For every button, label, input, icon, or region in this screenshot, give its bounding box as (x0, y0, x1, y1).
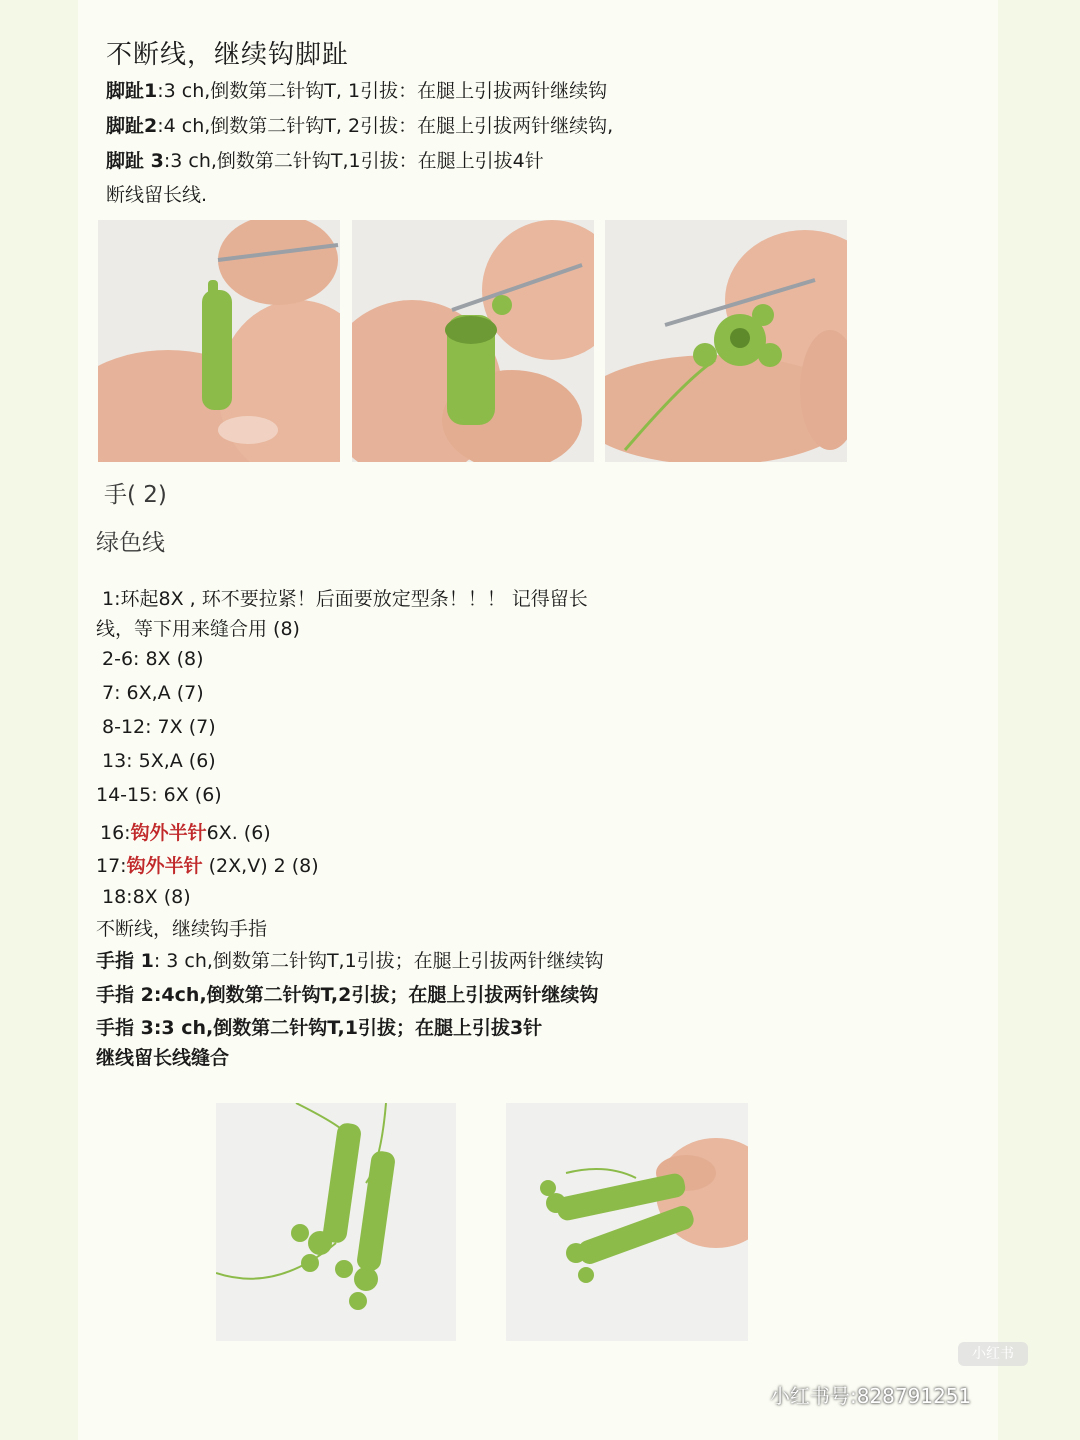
hand-continue: 不断线，继续钩手指 (96, 918, 268, 940)
toe-1-text: :3 ch,倒数第二针钩T, 1引拔：在腿上引拔两针继续钩 (157, 80, 608, 102)
hand-row-17 (96, 851, 319, 878)
toe-1-label: 脚趾1 (106, 80, 158, 102)
toe-2-label: 脚趾2 (106, 115, 158, 137)
hand-row-16-rest: 6X. (6) (206, 822, 271, 844)
hand-row-16-red: 钩外半针 (130, 822, 207, 844)
toe-3-label: 脚趾 3 (106, 150, 164, 172)
photo-hands-held (506, 1103, 748, 1341)
hand-row: 14-15: 6X (6) (96, 784, 222, 806)
finger-1-line (96, 946, 604, 973)
hands-title: 手( 2) (104, 482, 167, 508)
hand-row: 2-6: 8X (8) (102, 648, 204, 670)
finger-2-line: 手指 2:4ch,倒数第二针钩T,2引拔；在腿上引拔两针继续钩 (96, 984, 599, 1006)
toe-2-text: :4 ch,倒数第二针钩T, 2引拔：在腿上引拔两针继续钩, (157, 115, 614, 137)
photo-toe-step-3 (605, 220, 847, 462)
hand-row-16-num: 16: (100, 822, 131, 844)
hand-row: 13: 5X,A (6) (102, 750, 216, 772)
hand-row-17-red: 钩外半针 (126, 855, 203, 877)
hand-row: 8-12: 7X (7) (102, 716, 216, 738)
hand-row-17-rest: (2X,V) 2 (8) (202, 855, 319, 877)
finger-1-label: 手指 1 (96, 950, 154, 972)
hands-finish: 继线留长线缝合 (96, 1047, 230, 1069)
toe-3-text: :3 ch,倒数第二针钩T,1引拔：在腿上引拔4针 (163, 150, 544, 172)
xiaohongshu-id: 小红书号:828791251 (770, 1384, 972, 1408)
feet-finish: 断线留长线. (106, 184, 208, 206)
photo-toe-step-2 (352, 220, 594, 462)
finger-1-text: : 3 ch,倒数第二针钩T,1引拔；在腿上引拔两针继续钩 (153, 950, 604, 972)
hand-row-16 (100, 818, 271, 845)
feet-heading: 不断线，继续钩脚趾 (106, 40, 350, 70)
photo-hands-finished (216, 1103, 456, 1341)
photo-toe-step-1 (98, 220, 340, 462)
toe-2-line (106, 111, 613, 138)
hand-row-1a: 1:环起8X , 环不要拉紧！后面要放定型条！！！ 记得留长 (102, 588, 588, 610)
hand-row-17-num: 17: (96, 855, 127, 877)
xiaohongshu-logo: 小红书 (958, 1342, 1028, 1366)
toe-1-line (106, 76, 607, 103)
hand-row-1b: 线，等下用来缝合用 (8) (96, 618, 300, 640)
finger-3-line: 手指 3:3 ch,倒数第二针钩T,1引拔；在腿上引拔3针 (96, 1017, 543, 1039)
hand-row: 7: 6X,A (7) (102, 682, 204, 704)
toe-3-line (106, 146, 544, 173)
hand-row-18: 18:8X (8) (102, 886, 191, 908)
hands-color-label: 绿色线 (96, 530, 165, 556)
